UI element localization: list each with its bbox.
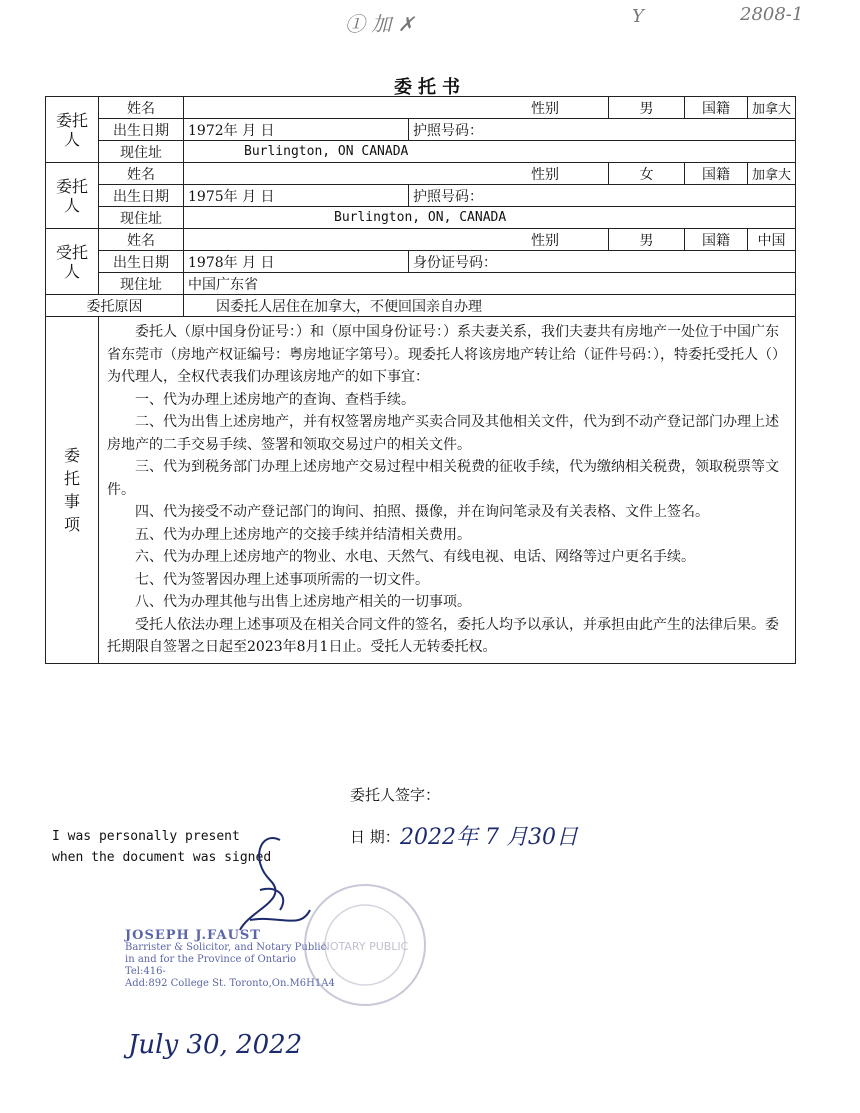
principal1-dob-value: 1972年 月 日 [184, 119, 409, 141]
date-value: 2022年 7 月30日 [400, 825, 578, 850]
principal1-id-cell [409, 119, 796, 141]
seal-text: NOTARY PUBLIC [321, 940, 409, 953]
agent-gender-label: 性别 [531, 232, 559, 249]
handwritten-date: July 30, 2022 [128, 1030, 303, 1060]
principal2-name-label: 姓名 [99, 163, 184, 185]
principal1-address-value: Burlington, ON CANADA [184, 141, 796, 163]
matters-item-3: 三、代为到税务部门办理上述房地产交易过程中相关税费的征收手续，代为缴纳相关税费，领取税票等文件。 [107, 459, 779, 498]
notary-line3: Tel:416- [125, 966, 166, 977]
notary-name: JOSEPH J.FAUST [125, 928, 261, 943]
agent-id-label: 身份证号码： [413, 254, 497, 271]
date-label: 日 期： [350, 828, 400, 846]
principal2-dob-label: 出生日期 [99, 185, 184, 207]
matters-item-7: 七、代为签署因办理上述事项所需的一切文件。 [135, 571, 429, 588]
matters-closing: 受托人依法办理上述事项及在相关合同文件的签名，委托人均予以承认，并承担由此产生的法律后果。委托期限自签署之日起至2023年8月1日止。受托人无转委托权。 [107, 616, 779, 655]
principal1-gender-label: 性别 [531, 100, 559, 117]
notary-line4: Add:892 College St. Toronto,On.M6H1A4 [125, 978, 335, 989]
principal1-side-label: 委托人 [46, 97, 99, 163]
agent-dob-value: 1978年 月 日 [184, 251, 409, 273]
principal2-gender-label: 性别 [531, 166, 559, 183]
principal2-dob-value: 1975年 月 日 [184, 185, 409, 207]
agent-side-label: 受托人 [46, 229, 99, 295]
header-mark-left: ① 加 ✗ [345, 12, 415, 36]
principal1-id-label: 护照号码： [413, 122, 483, 139]
notary-note-line2: when the document was signed [52, 850, 272, 865]
matters-item-8: 八、代为办理其他与出售上述房地产相关的一切事项。 [135, 594, 471, 610]
header-mark-middle: Y [632, 6, 644, 27]
agent-name-label: 姓名 [99, 229, 184, 251]
principal1-nationality-value: 加拿大 [748, 97, 796, 119]
agent-name-cell [184, 229, 609, 251]
matters-item-2: 二、代为出售上述房地产，并有权签署房地产买卖合同及其他相关文件，代为到不动产登记部门办理上述房地产的二手交易手续、签署和领取交易过户的相关文件。 [107, 414, 779, 453]
header-mark-right: 2808-1 [740, 4, 804, 25]
matters-intro: 委托人（原中国身份证号：）和（原中国身份证号：）系夫妻关系，我们夫妻共有房地产一处位于中国广东省东莞市（房地产权证编号：粤房地证字第号）。现委托人将该房地产转让给（证件号码：），特委托受托人（）为代理人，全权代表我们办理该房地产的如下事宜： [107, 324, 786, 385]
matters-body [99, 317, 796, 664]
matters-item-6: 六、代为办理上述房地产的物业、水电、天然气、有线电视、电话、网络等过户更名手续。 [135, 549, 695, 565]
principal1-dob-label: 出生日期 [99, 119, 184, 141]
principal1-name-cell [184, 97, 609, 119]
principal2-name-cell [184, 163, 609, 185]
principal2-nationality-value: 加拿大 [748, 163, 796, 185]
matters-item-1: 一、代为办理上述房地产的查询、查档手续。 [135, 391, 415, 408]
agent-address-value: 中国广东省 [184, 273, 796, 295]
agent-address-label: 现住址 [99, 273, 184, 295]
principal1-name-label: 姓名 [99, 97, 184, 119]
agent-nationality-value: 中国 [748, 229, 796, 251]
matters-label: 委托事项 [46, 317, 99, 664]
document-title: 委托书 [394, 77, 466, 98]
principal2-address-label: 现住址 [99, 207, 184, 229]
notary-line2: in and for the Province of Ontario [125, 954, 297, 965]
agent-nationality-label: 国籍 [685, 229, 748, 251]
principal1-gender-value: 男 [609, 97, 685, 119]
principal2-nationality-label: 国籍 [685, 163, 748, 185]
principal2-id-cell [409, 185, 796, 207]
principal2-side-label: 委托人 [46, 163, 99, 229]
principal2-address-value: Burlington, ON, CANADA [184, 207, 796, 229]
notary-line1: Barrister & Solicitor, and Notary Public [125, 942, 327, 953]
notary-note-line1: I was personally present [52, 829, 240, 844]
reason-value: 因委托人居住在加拿大，不便回国亲自办理 [184, 295, 796, 317]
principal1-address-label: 现住址 [99, 141, 184, 163]
matters-item-5: 五、代为办理上述房地产的交接手续并结清相关费用。 [135, 526, 471, 543]
agent-id-cell [409, 251, 796, 273]
agent-gender-value: 男 [609, 229, 685, 251]
principal2-id-label: 护照号码： [413, 188, 483, 205]
agent-dob-label: 出生日期 [99, 251, 184, 273]
notary-stamp [125, 930, 335, 990]
signature-label: 委托人签字： [350, 786, 441, 804]
power-of-attorney-form [45, 96, 796, 664]
reason-label: 委托原因 [46, 295, 184, 317]
matters-item-4: 四、代为接受不动产登记部门的询问、拍照、摄像，并在询问笔录及有关表格、文件上签名。 [135, 504, 709, 520]
principal2-gender-value: 女 [609, 163, 685, 185]
principal1-nationality-label: 国籍 [685, 97, 748, 119]
